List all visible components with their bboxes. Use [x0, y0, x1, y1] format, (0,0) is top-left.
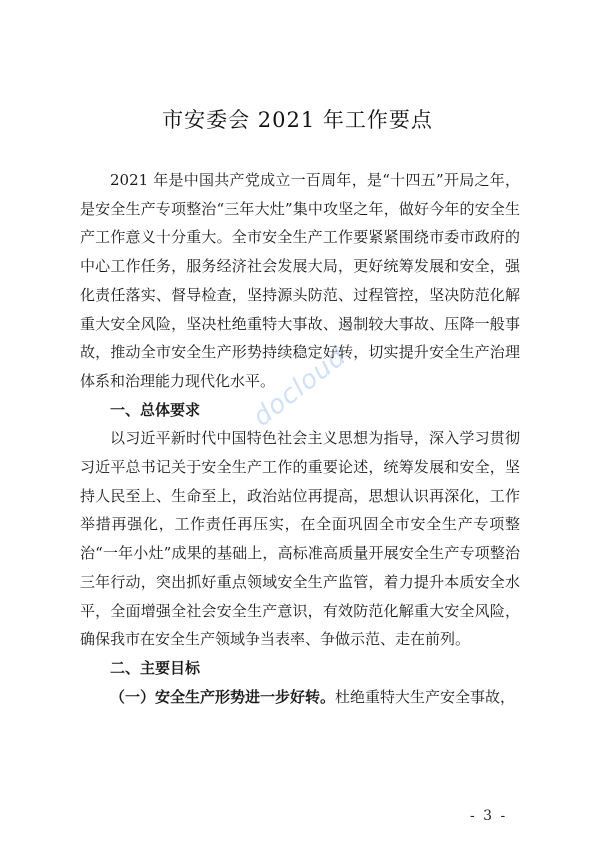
document-title: 市安委会 2021 年工作要点 [162, 108, 433, 132]
section-heading-general-requirements: 一、总体要求 [110, 400, 201, 419]
goal-item-1-text: 杜绝重特大生产安全事故， [335, 687, 516, 706]
section-heading-main-goals: 二、主要目标 [110, 658, 201, 677]
goal-item-1 [80, 683, 520, 712]
general-requirements-paragraph: 以习近平新时代中国特色社会主义思想为指导，深入学习贯彻习近平总书记关于安全生产工作的重要论述，统筹发展和安全，坚持人民至上、生命至上，政治站位再提高，思想认识再深化，工作举措再强化，工作责任再压实，在全面巩固全市安全生产专项整治“一年小灶”成果的基础上，高标准高质量开展安全生产专项整治三年行动，突出抓好重点领域安全生产监管，着力提升本质安全水平，全面增强全社会安全生产意识，有效防范化解重大安全风险，确保我市在安全生产领域争当表率、争做示范、走在前列。 [80, 429, 520, 649]
docloud-watermark: docloud [247, 341, 353, 433]
document-body [80, 166, 520, 711]
page-number: - 3 - [470, 808, 508, 824]
goal-item-1-label: （一）安全生产形势进一步好转。 [110, 687, 336, 706]
intro-paragraph: 2021 年是中国共产党成立一百周年，是“十四五”开局之年，是安全生产专项整治“三年大灶”集中攻坚之年，做好今年的安全生产工作意义十分重大。全市安全生产工作要紧紧围绕市委市政府的中心工作任务，服务经济社会发展大局，更好统筹发展和安全，强化责任落实、督导检查，坚持源头防范、过程管控，坚决防范化解重大安全风险，坚决杜绝重特大事故、遏制较大事故、压降一般事故，推动全市安全生产形势持续稳定好转，切实提升安全生产治理体系和治理能力现代化水平。 [80, 171, 520, 390]
